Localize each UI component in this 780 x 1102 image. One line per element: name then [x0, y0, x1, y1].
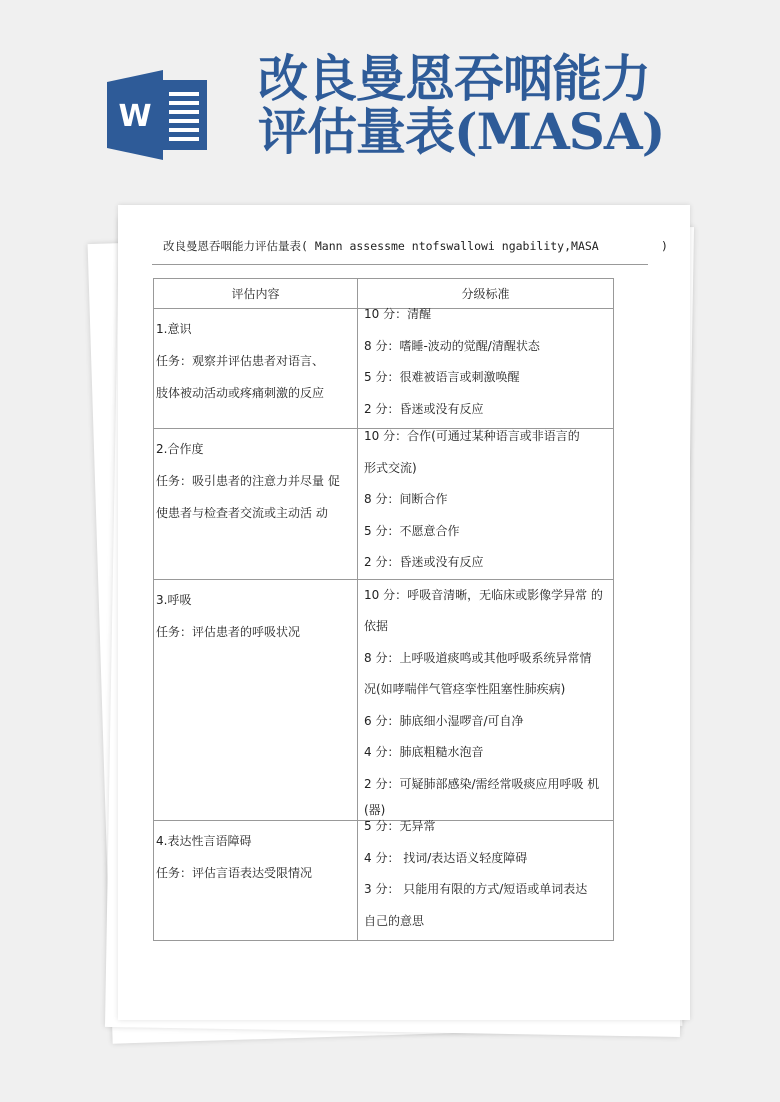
criteria-text: 5 分：无异常 [364, 819, 436, 833]
criteria-text: 2 分：可疑肺部感染/需经常吸痰应用呼吸 机 [364, 776, 600, 791]
criteria-text: 8 分：嗜睡-波动的觉醒/清醒状态 [364, 338, 540, 353]
item-text: 2.合作度 [156, 442, 204, 456]
criteria-text: 5 分：很难被语言或刺激唤醒 [364, 370, 520, 384]
criteria-text: 依据 [364, 619, 389, 633]
table-row [154, 821, 614, 941]
title-line-2: 评估量表(MASA) [258, 102, 665, 161]
banner-title [258, 49, 665, 161]
item-text: 任务：评估患者的呼吸状况 [156, 624, 301, 639]
criteria-text: 3 分： 只能用有限的方式/短语或单词表达 [364, 882, 588, 896]
criteria-text: 6 分：肺底细小湿啰音/可自净 [364, 713, 524, 728]
title-line-1: 改良曼恩吞咽能力 [258, 49, 650, 108]
column-header: 分级标准 [358, 279, 614, 309]
assessment-item [154, 309, 358, 429]
criteria-text: 10 分：合作(可通过某种语言或非语言的 [364, 429, 580, 443]
table-row [154, 429, 614, 580]
item-text: 1.意识 [156, 322, 192, 336]
criteria-text: 4 分： 找词/表达语义轻度障碍 [364, 850, 528, 865]
document-heading: 改良曼恩吞咽能力评估量表( Mann assessme ntofswallowi ngability,MASA ) [163, 239, 668, 253]
item-text: 任务：吸引患者的注意力并尽量 促 [156, 474, 340, 488]
criteria-text: 8 分：间断合作 [364, 492, 448, 506]
item-text: 肢体被动活动或疼痛刺激的反应 [156, 386, 325, 400]
criteria-text: 2 分：昏迷或没有反应 [364, 401, 484, 416]
assessment-item [154, 429, 358, 580]
criteria-text: 8 分：上呼吸道痰鸣或其他呼吸系统异常情 [364, 650, 592, 665]
heading-rule [152, 264, 648, 265]
item-text: 3.呼吸 [156, 592, 192, 607]
criteria-text: (器) [364, 803, 386, 817]
criteria-text: 10 分：呼吸音清晰，无临床或影像学异常 的 [364, 587, 603, 602]
criteria-text: 2 分：昏迷或没有反应 [364, 555, 484, 569]
criteria-text: 5 分：不愿意合作 [364, 523, 460, 538]
grading-criteria [358, 429, 614, 580]
criteria-text: 10 分：清醒 [364, 307, 432, 321]
item-text: 使患者与检查者交流或主动活 动 [156, 506, 328, 520]
criteria-text: 况(如哮喘伴气管痉挛性阻塞性肺疾病) [364, 682, 566, 696]
grading-criteria [358, 579, 614, 821]
item-text: 任务：观察并评估患者对语言、 [156, 354, 325, 368]
criteria-text: 形式交流) [364, 460, 417, 475]
word-document-icon [107, 70, 207, 160]
assessment-item [154, 821, 358, 941]
item-text: 4.表达性言语障碍 [156, 834, 252, 848]
table-row [154, 309, 614, 429]
masa-table [153, 278, 614, 941]
criteria-text: 4 分：肺底粗糙水泡音 [364, 745, 484, 759]
grading-criteria [358, 821, 614, 941]
svg-text:W: W [118, 99, 152, 134]
criteria-text: 自己的意思 [364, 913, 425, 928]
table-row [154, 579, 614, 821]
item-text: 任务：评估言语表达受限情况 [156, 866, 313, 880]
assessment-item [154, 579, 358, 821]
grading-criteria [358, 309, 614, 429]
column-header: 评估内容 [154, 279, 358, 309]
